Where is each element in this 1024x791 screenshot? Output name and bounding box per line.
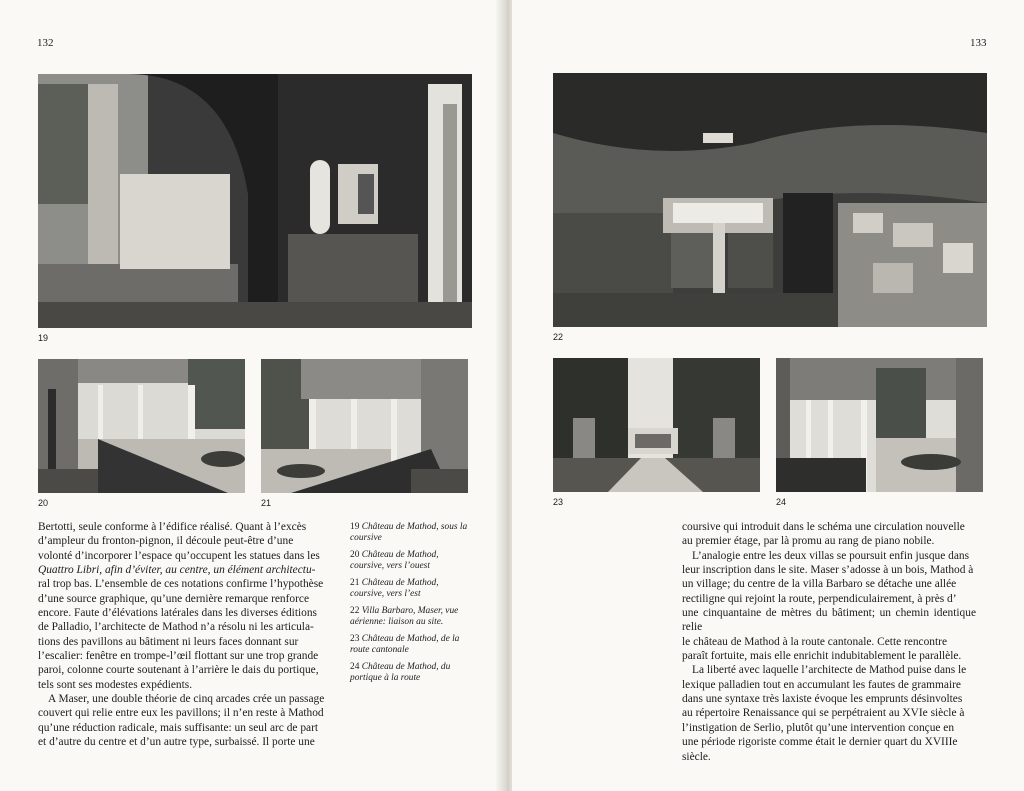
body-line: d’ampleur du fronton-pignon, il découle peut-être d’une bbox=[38, 535, 294, 548]
body-line: La liberté avec laquelle l’architecte de Mathod puise dans le bbox=[692, 664, 967, 677]
body-line: au premier étage, par là promu au rang de piano nobile. bbox=[682, 535, 935, 548]
body-line: Quattro Libri, afin d’éviter, au centre, un élément architectu- bbox=[38, 564, 316, 577]
photo-21-number: 21 bbox=[261, 498, 272, 508]
body-line: d’une source graphique, qu’une dernière remarque renforce bbox=[38, 592, 310, 605]
body-line: encore. Faute d’élévations latérales dans les diverses éditions bbox=[38, 607, 317, 620]
body-line: l’escalier: fenêtre en trompe-l’œil flottant sur une trop grande bbox=[38, 650, 319, 663]
body-line: tions des pavillons au bâtiment ni leurs faces donnant sur bbox=[38, 635, 299, 648]
caption-22: 22 Villa Barbaro, Maser, vue aérienne: liaison au site. bbox=[350, 606, 459, 627]
caption-21: 21 Château de Mathod, coursive, vers l’est bbox=[350, 578, 439, 599]
right-body-text bbox=[682, 520, 976, 764]
body-line: au répertoire Renaissance qui se perpétraient au XVIe siècle à bbox=[682, 707, 965, 720]
body-line: A Maser, une double théorie de cinq arcades crée un passage bbox=[48, 693, 325, 706]
body-line: Bertotti, seule conforme à l’édifice réalisé. Quant à l’excès bbox=[38, 521, 307, 533]
body-line: rectiligne qui rejoint la route, perpendiculairement, à près d’ bbox=[682, 592, 957, 605]
body-line: une cinquantaine de mètres du bâtiment; un chemin identique relie bbox=[682, 607, 976, 634]
caption-list bbox=[350, 522, 468, 690]
right-page bbox=[512, 0, 1024, 791]
body-line: et d’autre du centre et d’un autre type, surbaissé. Il porte une bbox=[38, 736, 315, 749]
body-line: de Palladio, l’architecte de Mathod n’a résolu ni les articula- bbox=[38, 621, 314, 634]
photo-19-number: 19 bbox=[38, 333, 49, 343]
body-line: L’analogie entre les deux villas se poursuit enfin jusque dans bbox=[692, 549, 970, 562]
page-number-right: 133 bbox=[970, 37, 987, 49]
body-line: ral trop bas. L’ensemble de ces notations confirme l’hypothèse bbox=[38, 578, 324, 591]
body-line: tels sont ses modestes expédients. bbox=[38, 678, 193, 691]
left-body-text bbox=[38, 520, 331, 750]
photo-24-portico-to-road bbox=[776, 358, 983, 492]
body-line: coursive qui introduit dans le schéma une circulation nouvelle bbox=[682, 521, 965, 533]
photo-23-from-road bbox=[553, 358, 760, 492]
body-line: un village; du centre de la villa Barbaro se détache une allée bbox=[682, 578, 957, 591]
body-line: le château de Mathod à la route cantonale. Cette rencontre bbox=[682, 635, 948, 648]
body-line: volonté d’incorporer l’espace qu’occupent les statues dans les bbox=[38, 549, 320, 562]
body-line: couvert qui relie entre eux les pavillons; il n’en reste à Mathod bbox=[38, 707, 324, 720]
photo-22-aerial-view bbox=[553, 73, 987, 327]
body-line: qu’une réduction radicale, mais suffisante: un seul arc de part bbox=[38, 721, 319, 734]
body-line: l’instigation de Serlio, plutôt qu’une intervention conçue en bbox=[682, 721, 955, 734]
photo-19-arcade bbox=[38, 74, 472, 328]
body-line: paroi, colonne courte soutenant à l’arrière le dais du portique, bbox=[38, 664, 319, 677]
photo-24-number: 24 bbox=[776, 497, 787, 507]
caption-23: 23 Château de Mathod, de la route cantonale bbox=[350, 634, 460, 655]
photo-22-number: 22 bbox=[553, 332, 564, 342]
photo-21-coursive-east bbox=[261, 359, 468, 493]
photo-20-coursive-west bbox=[38, 359, 245, 493]
body-line: lexique palladien tout en accumulant les fautes de grammaire bbox=[682, 678, 961, 691]
left-page bbox=[0, 0, 508, 791]
body-line: siècle. bbox=[682, 750, 711, 763]
photo-23-number: 23 bbox=[553, 497, 564, 507]
caption-19: 19 Château de Mathod, sous la coursive bbox=[350, 522, 468, 543]
body-line: paraît fortuite, mais elle enrichit indubitablement le parallèle. bbox=[682, 650, 962, 663]
page-number-left: 132 bbox=[37, 37, 54, 49]
body-line: dans une syntaxe très laxiste évoque les emprunts désinvoltes bbox=[682, 693, 963, 706]
caption-20: 20 Château de Mathod, coursive, vers l’ouest bbox=[350, 550, 439, 571]
body-line: une période rigoriste comme était le dernier quart du XVIIIe bbox=[682, 736, 958, 749]
caption-24: 24 Château de Mathod, du portique à la route bbox=[350, 662, 451, 683]
photo-20-number: 20 bbox=[38, 498, 49, 508]
body-line: leur inscription dans le site. Maser s’adosse à un bois, Mathod à bbox=[682, 564, 974, 577]
